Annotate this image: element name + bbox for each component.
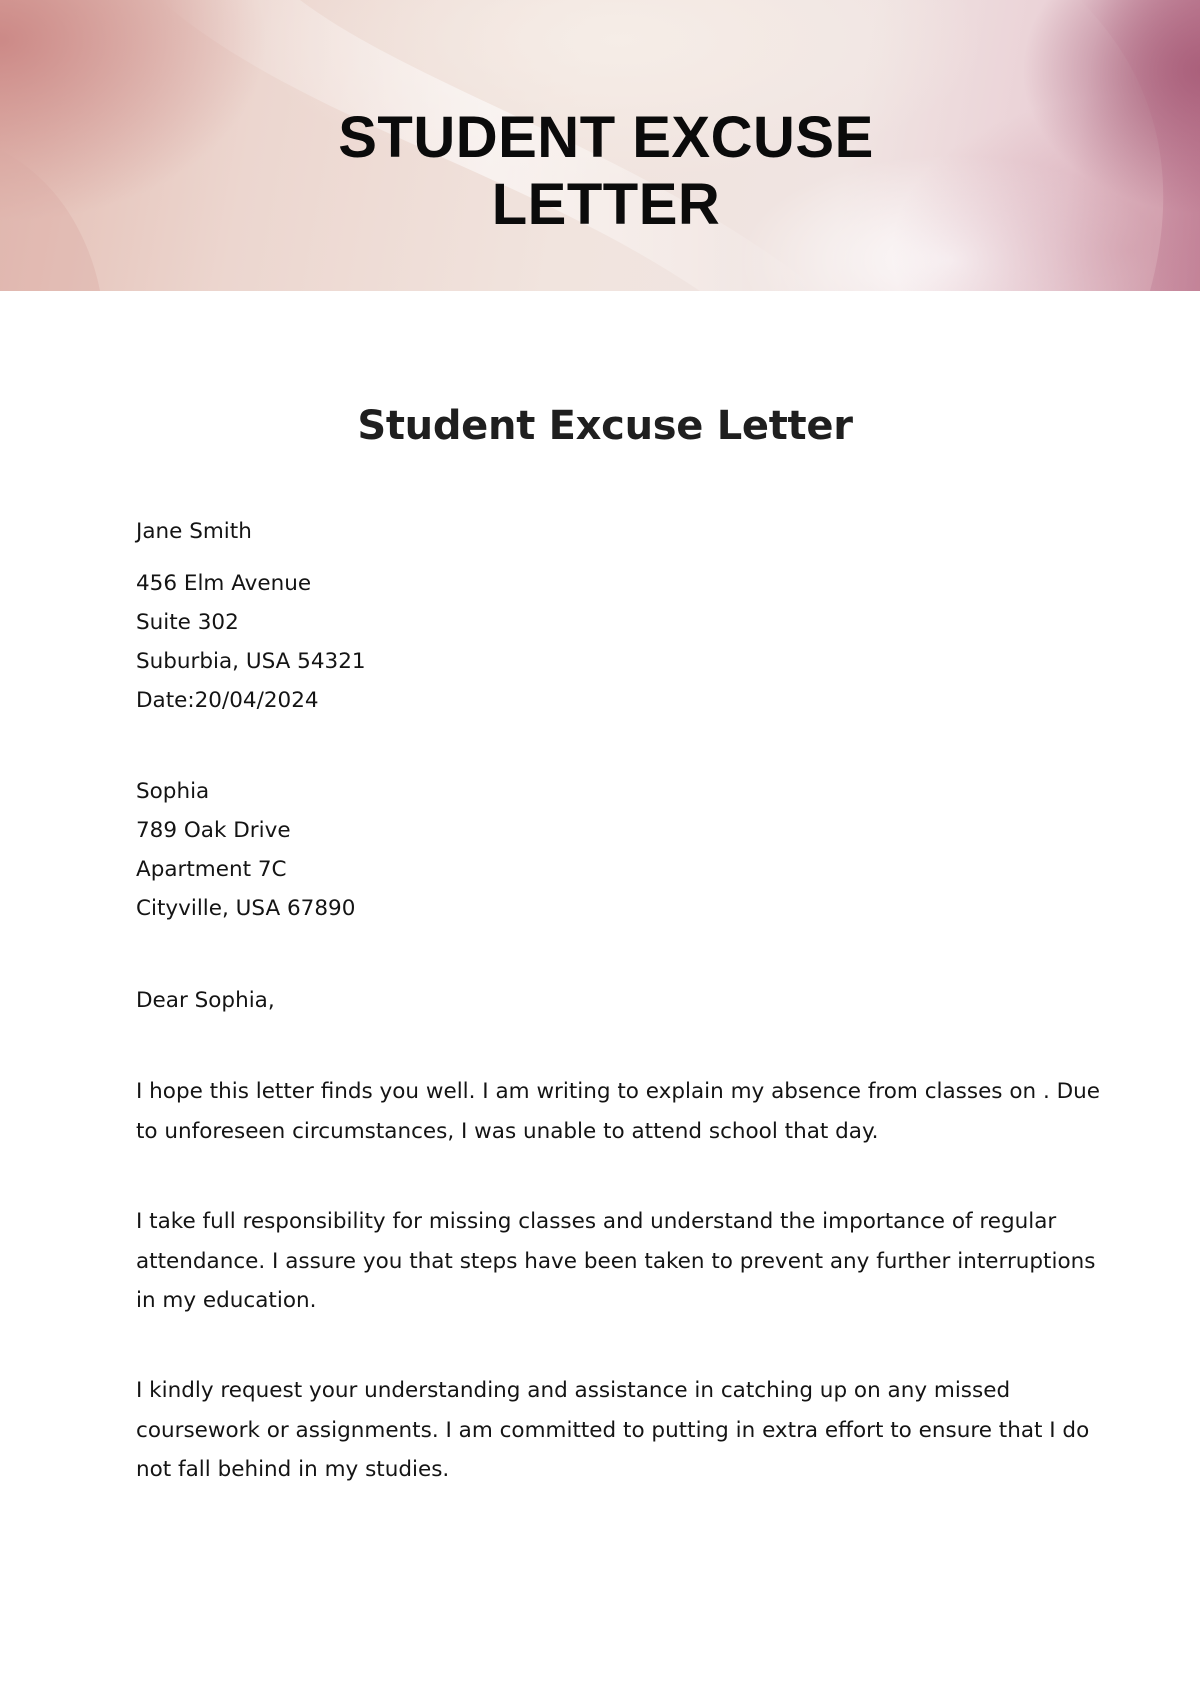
salutation — [136, 981, 1076, 1020]
header-banner — [0, 0, 1200, 291]
sender-address-line-1: 456 Elm Avenue — [136, 571, 312, 596]
recipient-block — [136, 772, 1076, 928]
banner-title-line-1: STUDENT EXCUSE — [338, 105, 874, 170]
recipient-address-line-1: 789 Oak Drive — [136, 818, 291, 843]
recipient-address-line-2: Apartment 7C — [136, 857, 287, 882]
sender-address-line-3: Suburbia, USA 54321 — [136, 649, 366, 674]
paragraph-line: attendance. I assure you that steps have been taken to prevent any further interruptions — [136, 1248, 1096, 1274]
salutation-text: Dear Sophia, — [136, 988, 275, 1013]
paragraph-2 — [136, 1202, 1096, 1321]
banner-title — [0, 104, 1200, 238]
paragraph-3 — [136, 1371, 1090, 1490]
sender-address-line-2: Suite 302 — [136, 610, 239, 635]
document-title: Student Excuse Letter — [357, 403, 853, 449]
sender-name: Jane Smith — [136, 519, 252, 544]
paragraph-line: I take full responsibility for missing classes and understand the importance of regular — [136, 1209, 1057, 1234]
banner-title-line-2: LETTER — [491, 172, 721, 237]
paragraph-line: not fall behind in my studies. — [136, 1457, 450, 1482]
paragraph-line: coursework or assignments. I am committed to putting in extra effort to ensure that I do — [136, 1417, 1090, 1443]
paragraph-1 — [136, 1072, 1101, 1151]
sender-address — [136, 564, 1076, 720]
paragraph-line: I kindly request your understanding and assistance in catching up on any missed — [136, 1378, 1011, 1403]
recipient-name: Sophia — [136, 779, 210, 804]
paragraph-line: I hope this letter finds you well. I am writing to explain my absence from classes on . Due — [136, 1079, 1101, 1104]
paragraph-line: in my education. — [136, 1288, 317, 1313]
letter-date: Date:20/04/2024 — [136, 688, 319, 713]
recipient-address-line-3: Cityville, USA 67890 — [136, 896, 356, 921]
paragraph-line: to unforeseen circumstances, I was unable to attend school that day. — [136, 1118, 879, 1144]
sender-block — [136, 512, 1076, 551]
